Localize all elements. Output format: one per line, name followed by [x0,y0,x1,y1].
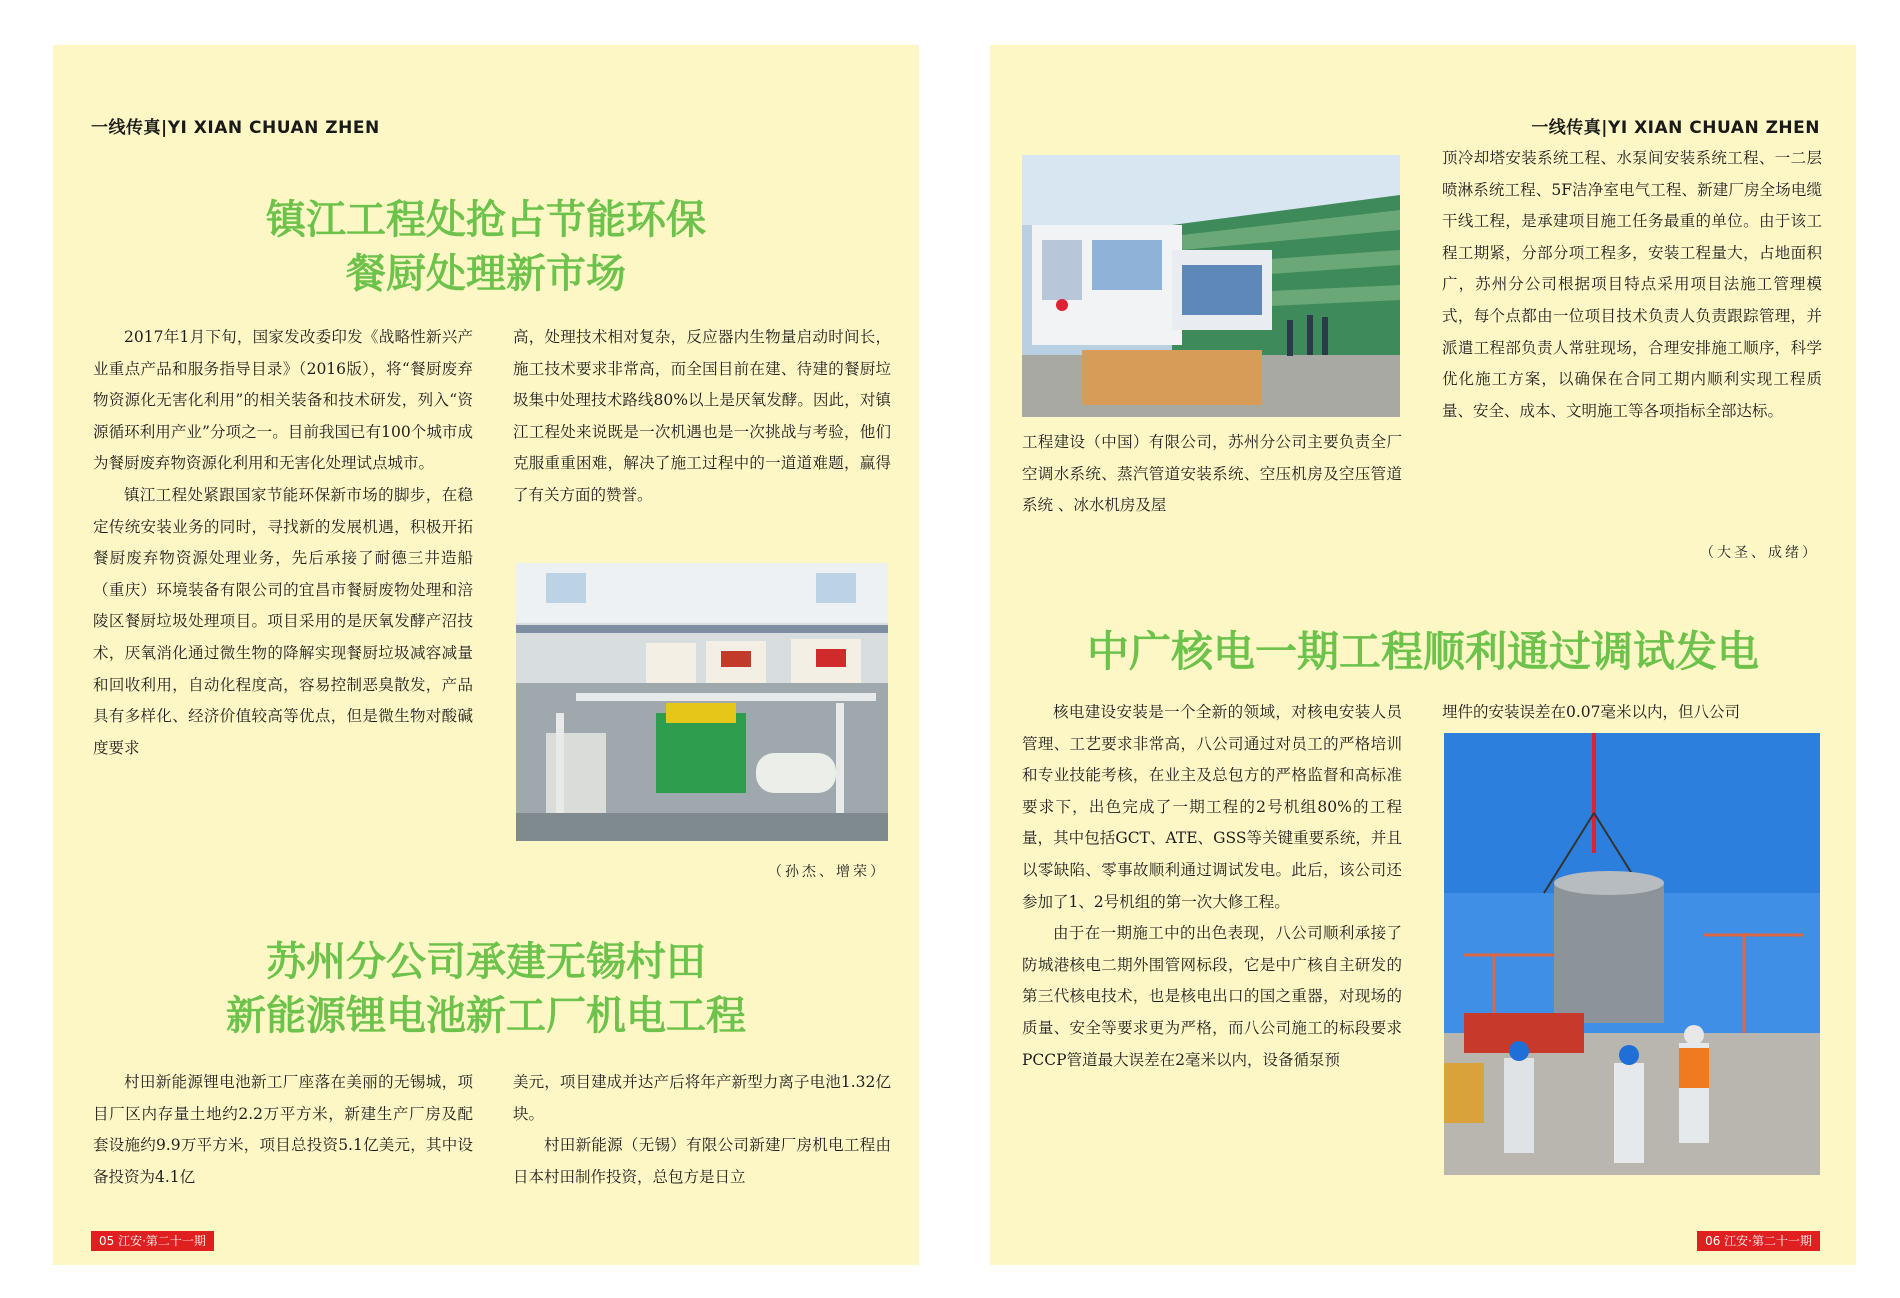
title-line: 新能源锂电池新工厂机电工程 [226,993,746,1039]
article-column [1022,697,1402,1076]
left-page [53,45,919,1265]
article-title-suzhou [53,935,919,1043]
byline: （大圣、成绪） [1700,545,1819,561]
paragraph: 由于在一期施工中的出色表现，八公司顺利承接了防城港核电二期外围管网标段，它是中广核自主研发的第三代核电技术，也是核电出口的国之重器，对现场的质量、安全等要求更为严格，而八公司施工的标段要求PCCP管道最大误差在2毫米以内，设备循泵预 [1022,924,1402,1069]
title-line: 镇江工程处抢占节能环保 [266,197,706,243]
article-column [513,1067,891,1193]
photo-construction-site [1022,155,1400,417]
paragraph: 工程建设（中国）有限公司，苏州分公司主要负责全厂空调水系统、蒸汽管道安装系统、空压机房及空压管道系统 、冰水机房及屋 [1022,433,1402,515]
paragraph: 埋件的安装误差在0.07毫米以内，但八公司 [1442,703,1741,721]
article-title-zhenjiang [53,193,919,301]
page-number: 06 江安·第二十一期 [1697,1231,1820,1251]
paragraph: 村田新能源（无锡）有限公司新建厂房机电工程由日本村田制作投资，总包方是日立 [513,1136,891,1186]
article-column [1022,427,1402,522]
paragraph: 顶冷却塔安装系统工程、水泵间安装系统工程、一二层喷淋系统工程、5F洁净室电气工程、新建厂房全场电缆干线工程，是承建项目施工任务最重的单位。由于该工程工期紧，分部分项工程多，安装工程量大，占地面积广，苏州分公司根据项目特点采用项目法施工管理模式，每个点都由一位项目技术负责人负责跟踪管理，并派遣工程部负责人常驻现场，合理安排施工顺序，科学优化施工方案，以确保在合同工期内顺利实现工程质量、安全、成本、文明施工等各项指标全部达标。 [1442,149,1822,420]
title-line: 餐厨处理新市场 [346,251,626,297]
paragraph: 镇江工程处紧跟国家节能环保新市场的脚步，在稳定传统安装业务的同时，寻找新的发展机遇，积极开拓餐厨废弃物资源处理业务，先后承接了耐德三井造船（重庆）环境装备有限公司的宜昌市餐厨废物处理和涪陵区餐厨垃圾处理项目。项目采用的是厌氧发酵产沼技术，厌氧消化通过微生物的降解实现餐厨垃圾减容减量和回收利用，自动化程度高，容易控制恶臭散发，产品具有多样化、经济价值较高等优点，但是微生物对酸碱度要求 [93,485,473,757]
paragraph: 核电建设安装是一个全新的领域，对核电安装人员管理、工艺要求非常高，八公司通过对员工的严格培训和专业技能考核，在业主及总包方的严格监督和高标准要求下，出色完成了一期工程的2号机组80%的工程量，其中包括GCT、ATE、GSS等关键重要系统，并且以零缺陷、零事故顺利通过调试发电。此后，该公司还参加了1、2号机组的第一次大修工程。 [1022,703,1402,911]
article-column [1442,143,1822,427]
right-page [990,45,1856,1265]
section-header: 一线传真|YI XIAN CHUAN ZHEN [1531,118,1820,138]
article-title-cgn-nuclear [990,625,1856,679]
photo-waste-treatment-plant [516,563,888,841]
paragraph: 2017年1月下旬，国家发改委印发《战略性新兴产业重点产品和服务指导目录》（2016版），将“餐厨废弃物资源化无害化利用”的相关装备和技术研发，列入“资源循环利用产业”分项之一。目前我国已有100个城市成为餐厨废弃物资源化利用和无害化处理试点城市。 [93,328,473,473]
article-column [93,322,473,764]
page-number: 05 江安·第二十一期 [91,1231,214,1251]
article-column [1442,697,1822,729]
byline: （孙杰、增荣） [768,864,887,880]
paragraph: 高，处理技术相对复杂，反应器内生物量启动时间长，施工技术要求非常高，而全国目前在建、待建的餐厨垃圾集中处理技术路线80%以上是厌氧发酵。因此，对镇江工程处来说既是一次机遇也是一次挑战与考验，他们克服重重困难，解决了施工过程中的一道道难题，赢得了有关方面的赞誉。 [513,328,891,504]
title-line: 苏州分公司承建无锡村田 [266,939,706,985]
paragraph: 村田新能源锂电池新工厂座落在美丽的无锡城，项目厂区内存量土地约2.2万平方米，新建生产厂房及配套设施约9.9万平方米，项目总投资5.1亿美元，其中设备投资为4.1亿 [93,1073,473,1186]
paragraph: 美元，项目建成并达产后将年产新型力离子电池1.32亿块。 [513,1073,891,1123]
article-column [93,1067,473,1193]
title-line: 中广核电一期工程顺利通过调试发电 [1086,627,1759,676]
section-header: 一线传真|YI XIAN CHUAN ZHEN [91,118,380,138]
photo-nuclear-site-crane [1444,733,1820,1175]
article-column [513,322,891,512]
